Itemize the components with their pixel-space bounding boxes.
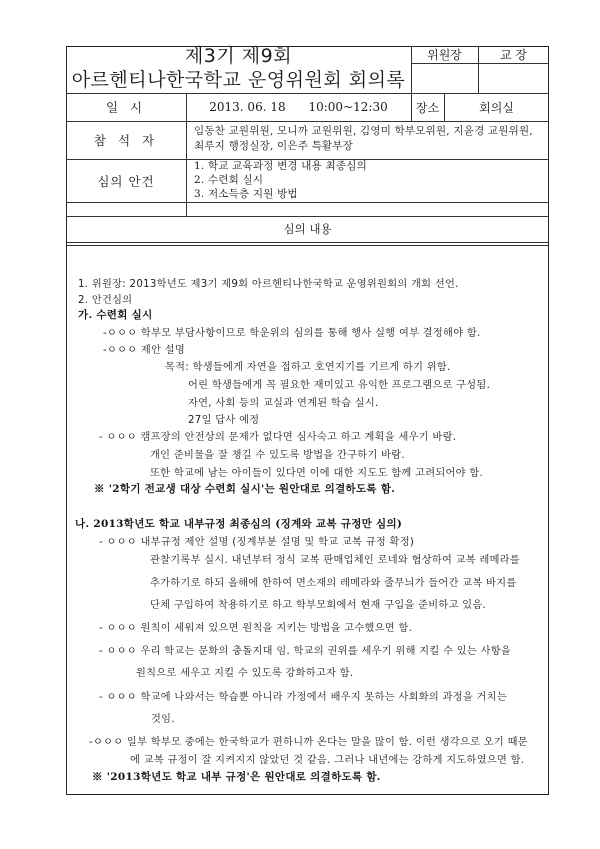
place-value: 회의실 [479,100,514,115]
content-line: -ㅇㅇㅇ 학부모 부담사항이므로 학운위의 심의를 통해 행사 실행 여부 결정해야 함. [103,328,481,339]
sign-box-chair-signature[interactable] [411,63,478,93]
content-line: 2. 안건심의 [78,295,133,306]
content-line: -ㅇㅇㅇ 일부 학부모 중에는 한국학교가 편하니까 온다는 말을 많이 함. 이런 생각으로 오기 때문 [89,737,528,748]
content-line: 개인 준비물을 잘 챙길 수 있도록 방법을 간구하기 바람. [150,450,405,461]
content-line: 어린 학생들에게 꼭 필요한 재미있고 유익한 프로그램으로 구성됨. [188,380,491,391]
content-heading-line: 가. 수련회 실시 [78,309,153,321]
content-line: 또한 학교에 남는 아이들이 있다면 이에 대한 지도도 함께 고려되어야 함. [150,468,484,479]
sign-box-principal-label: 교 장 [500,48,527,62]
content-line: 자연, 사회 등의 교실과 연계된 학습 실시. [188,398,379,409]
agenda-item-3: 3. 저소득층 지원 방법 [194,188,298,200]
document-title-line2: 아르헨티나한국학교 운영위원회 회의록 [71,69,406,91]
agenda-label: 심의 안건 [97,173,155,189]
content-line: 관찰기록부 실시. 내년부터 정식 교복 판매업체인 로네와 협상하여 교복 레메라를 [150,555,521,566]
section-title-line-1 [66,242,549,243]
content-line: -ㅇㅇㅇ 제안 설명 [103,345,186,356]
place-label: 장소 [415,100,440,115]
content-line: - ㅇㅇㅇ 우리 학교는 문화의 충돌지대 임. 학교의 권위를 세우기 위해 지킬 수 있는 사항을 [99,646,511,657]
agenda-row-bottom-line [66,202,549,203]
content-line: - ㅇㅇㅇ 캠프장의 안전상의 문제가 없다면 심사숙고 하고 계획을 세우기 바람. [99,432,457,443]
agenda-list [186,159,549,202]
content-line: 것임. [151,714,175,725]
agenda-item-2: 2. 수련회 실시 [194,174,264,186]
sign-box-principal-signature[interactable] [478,63,549,93]
date-value: 2013. 06. 18 10:00~12:30 [209,100,388,114]
attendees-label: 참 석 자 [93,133,159,148]
content-line: - ㅇㅇㅇ 학교에 나와서는 학습뿐 아니라 가정에서 배우지 못하는 사회화의 과정을 거치는 [99,692,507,703]
document-title-line1: 제3기 제9회 [184,45,293,67]
content-line: - ㅇㅇㅇ 원칙이 세워져 있으면 원칙을 지키는 방법을 고수했으면 함. [99,623,413,634]
content-heading-line: ※ '2학기 전교생 대상 수련회 실시'는 원안대로 의결하도록 함. [94,483,396,495]
attendees-line-2: 최루지 행정실장, 이은주 특활부장 [194,140,353,152]
content-line: 목적: 학생들에게 자연을 접하고 호연지기를 기르게 하기 위함. [165,362,451,373]
content-heading-line: ※ '2013학년도 학교 내부 규정'은 원안대로 의결하도록 함. [92,771,381,783]
agenda-item-1: 1. 학교 교육과정 변경 내용 최종심의 [194,160,367,172]
content-line: 원칙으로 세우고 지킬 수 있도록 강화하고자 함. [136,668,354,679]
section-title-line-2 [66,245,549,246]
content-heading-line: 나. 2013학년도 학교 내부규정 최종심의 (징계와 교복 규정만 심의) [75,518,403,530]
date-label: 일 시 [105,100,147,115]
content-line: 추가하기로 하되 올해에 한하여 면소재의 레메라와 줄무늬가 들어간 교복 바지를 [150,578,517,589]
content-line: 27일 답사 예정 [188,415,260,426]
sign-box-chair-label: 위원장 [427,48,462,62]
section-title: 심의 내용 [283,222,332,236]
attendees-list [186,121,549,159]
content-line: 에 교복 규정이 잘 지켜지지 않았던 것 같음. 그러나 내년에는 강하게 지도하였으면 함. [130,755,525,766]
attendees-line-1: 임동찬 교원위원, 모니까 교원위원, 김영미 학부모위원, 지윤경 교원위원, [194,125,533,137]
content-line: 단체 구입하여 착용하기로 하고 학부모회에서 현재 구입을 준비하고 있음. [150,600,487,611]
content-line: - ㅇㅇㅇ 내부규정 제안 설명 (징계부분 설명 및 학교 교복 규정 확정) [99,537,415,548]
content-line: 1. 위원장: 2013학년도 제3기 제9회 아르헨티나한국학교 운영위원회의 개회 선언. [78,279,459,290]
